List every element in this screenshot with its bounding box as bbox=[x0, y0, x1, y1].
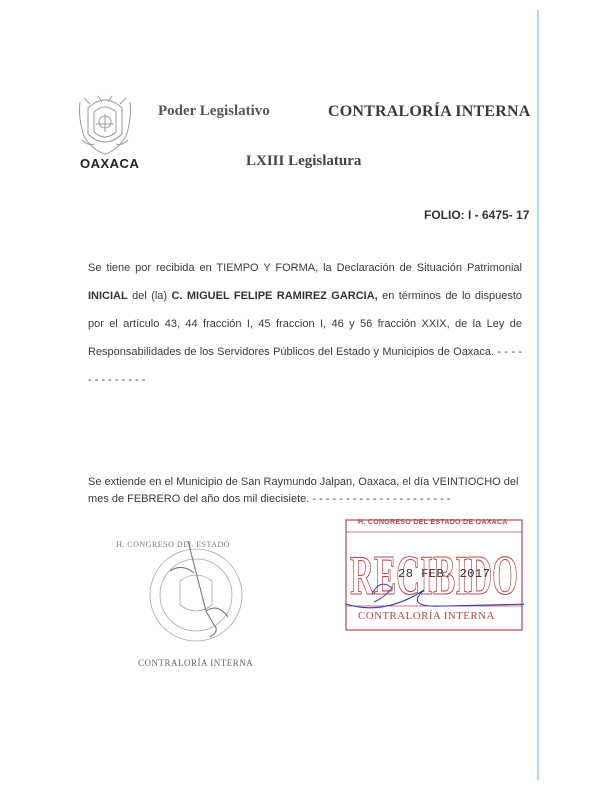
branch-title: Poder Legislativo bbox=[158, 103, 270, 119]
left-seal-top-text: H. CONGRESO DEL ESTADO bbox=[116, 540, 231, 549]
received-stamp-word: RECIBIDO bbox=[350, 545, 518, 607]
scan-edge-line bbox=[537, 10, 539, 780]
oaxaca-coat-of-arms-icon bbox=[74, 88, 136, 160]
paragraph-text-2: del (la) bbox=[127, 290, 172, 302]
paragraph-text-1: Se tiene por recibida en TIEMPO Y FORMA, la Declaración de Situación Patrimonial bbox=[88, 262, 522, 274]
place-and-date-paragraph: Se extiende en el Municipio de San Raymundo Jalpan, Oaxaca, el día VEINTIOCHO del mes de FEBRERO del año dos mil diecisiete. - - - - - - - - - - - - - - - - - - - - - bbox=[88, 476, 519, 505]
left-seal-bottom-text: CONTRALORÍA INTERNA bbox=[138, 658, 254, 668]
congress-seal-icon bbox=[110, 533, 280, 648]
oaxaca-logo-text: OAXACA bbox=[80, 156, 140, 171]
declaration-paragraph bbox=[88, 254, 522, 394]
office-title: CONTRALORÍA INTERNA bbox=[328, 103, 531, 120]
stamp-date: 28 FEB. 2017 bbox=[398, 567, 491, 581]
declarant-name: C. MIGUEL FELIPE RAMIREZ GARCIA, bbox=[171, 290, 378, 302]
stamp-footer-text: CONTRALORÍA INTERNA bbox=[358, 610, 495, 622]
declaration-type: INICIAL bbox=[88, 290, 128, 302]
legislature-title: LXIII Legislatura bbox=[246, 153, 362, 169]
stamp-header-text: H. CONGRESO DEL ESTADO DE OAXACA bbox=[358, 519, 508, 526]
paragraph-text-3: en términos de lo dispuesto por el artículo 43, 44 fracción I, 45 fraccion I, 46 y 56 fracción XXIX, de la Ley de Responsabilidades de los Servidores Públicos del Estado y Municipios de Oaxaca. - - - - - - - - - - - - - bbox=[88, 290, 522, 386]
folio-number: FOLIO: I - 6475- 17 bbox=[424, 208, 530, 222]
